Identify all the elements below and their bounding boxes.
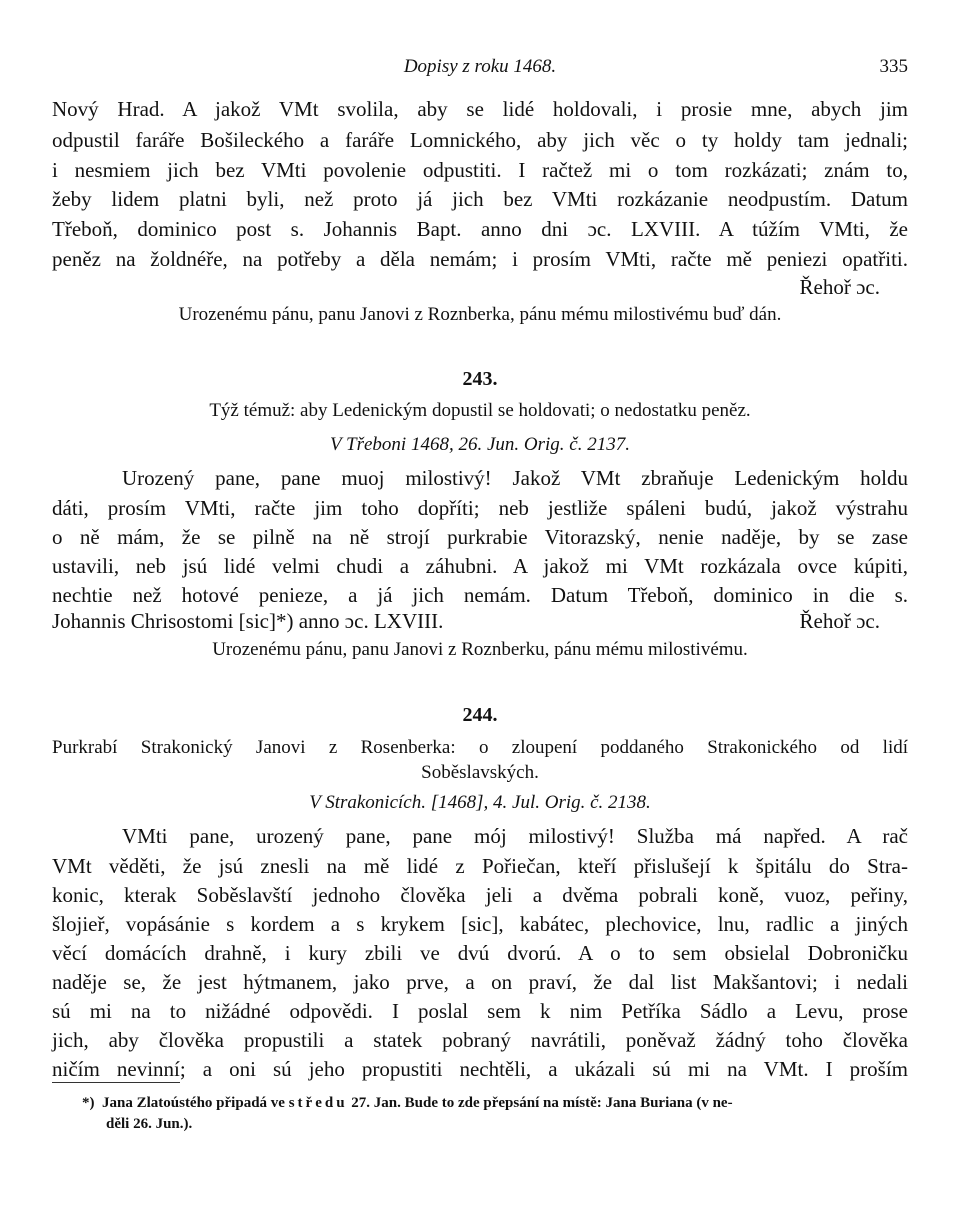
- letter-summary: Purkrabí Strakonický Janovi z Rosenberka: o zloupení poddaného Strakonického od lidí: [52, 737, 908, 758]
- text-line: VMt věděti, že jsú znesli na mě lidé z Pořiečan, kteří přislušejí k špitálu do Stra-: [52, 854, 908, 878]
- signature: Řehoř ɔc.: [799, 609, 880, 633]
- letter-summary: Soběslavských.: [421, 762, 539, 783]
- text-line: Urozený pane, pane muoj milostivý! Jakož VMt zbraňuje Ledenickým holdu: [122, 466, 908, 490]
- text-line: Johannis Chrisostomi [sic]*) anno ɔc. LXVIII.: [52, 609, 444, 633]
- running-header-title: Dopisy z roku 1468.: [403, 56, 557, 77]
- page-number: 335: [879, 56, 908, 77]
- text-line: ničím nevinní; a oni sú jeho propustiti nechtěli, a ukázali sú mi na VMt. I proším: [52, 1057, 908, 1081]
- footnote: [82, 1093, 908, 1113]
- text-line: věcí domácích drahně, i kury zbili ve dvú dvorú. A o to sem obsielal Dobroničku: [52, 941, 908, 965]
- text-line: nechtie než hotové penieze, a já jich nemám. Datum Třeboň, dominico in die s.: [52, 583, 908, 607]
- footnote-continuation: děli 26. Jun.).: [106, 1116, 193, 1132]
- text-line: dáti, prosím VMti, račte jim toho dopříti; neb jestliže spáleni budú, jakož výstrahu: [52, 496, 908, 520]
- address-line: Urozenému pánu, panu Janovi z Roznberku, pánu mému milostivému.: [212, 639, 748, 660]
- text-line: šlojieř, vopásánie s kordem a s krykem [sic], kabátec, plechovice, lnu, radlic a jiných: [52, 912, 908, 936]
- text-line-with-signature: [52, 608, 908, 634]
- letter-source: V Strakonicích. [1468], 4. Jul. Orig. č. 2138.: [309, 792, 651, 813]
- address-line: Urozenému pánu, panu Janovi z Roznberka, pánu mému milostivému buď dán.: [178, 304, 782, 325]
- text-line: konic, kterak Soběslavští jednoho člověka jeli a dvěma pobrali koně, vuoz, peřiny,: [52, 883, 908, 907]
- footnote-mark: *): [82, 1095, 95, 1111]
- text-line: žeby lidem platni byli, než proto já jich bez VMti rozkázanie neodpustím. Datum: [52, 187, 908, 211]
- letter-number: 243.: [462, 368, 498, 390]
- text-line: Třeboň, dominico post s. Johannis Bapt. anno dni ɔc. LXVIII. A túžím VMti, že: [52, 217, 908, 241]
- text-line: sú mi na to nižádné odpovědi. I poslal sem k nim Petříka Sádlo a Levu, prose: [52, 999, 908, 1023]
- footnote-text: Jana Zlatoústého připadá ve: [102, 1095, 289, 1111]
- footnote-emphasis: středu: [288, 1095, 348, 1111]
- text-line: ustavili, neb jsú lidé velmi chudi a záhubni. A jakož mi VMt rozkázala ovce kúpiti,: [52, 554, 908, 578]
- letter-source: V Třeboni 1468, 26. Jun. Orig. č. 2137.: [330, 434, 630, 455]
- text-line: naděje se, že jest hýtmanem, jako prve, a on praví, že dal list Makšantovi; i nedali: [52, 970, 908, 994]
- footnote-rule: [52, 1082, 180, 1083]
- letter-number: 244.: [462, 704, 498, 726]
- text-line: VMti pane, urozený pane, pane mój milostivý! Služba má napřed. A rač: [122, 824, 908, 848]
- letter-summary: Týž témuž: aby Ledenickým dopustil se holdovati; o nedostatku peněz.: [209, 400, 751, 421]
- text-line: Nový Hrad. A jakož VMt svolila, aby se lidé holdovali, i prosie mne, abych jim: [52, 97, 908, 121]
- text-line: peněz na žoldnéře, na potřeby a děla nemám; i prosím VMti, račte mě peniezi opatřiti.: [52, 247, 908, 271]
- footnote-text: 27. Jan. Bude to zde přepsání na místě: Jana Buriana (v ne-: [347, 1095, 733, 1111]
- text-line: odpustil faráře Bošileckého a faráře Lomnického, aby jich věc o ty holdy tam jednali;: [52, 128, 908, 152]
- text-line: o ně mám, že se pilně na ně strojí purkrabie Vitorazský, nenie naděje, by se zase: [52, 525, 908, 549]
- signature: Řehoř ɔc.: [799, 275, 880, 299]
- text-line: i nesmiem jich bez VMti povolenie odpustiti. I račtež mi o tom rozkázati; znám to,: [52, 158, 908, 182]
- text-line: jich, aby člověka propustili a statek pobraný navrátili, poněvaž žádný toho člověka: [52, 1028, 908, 1052]
